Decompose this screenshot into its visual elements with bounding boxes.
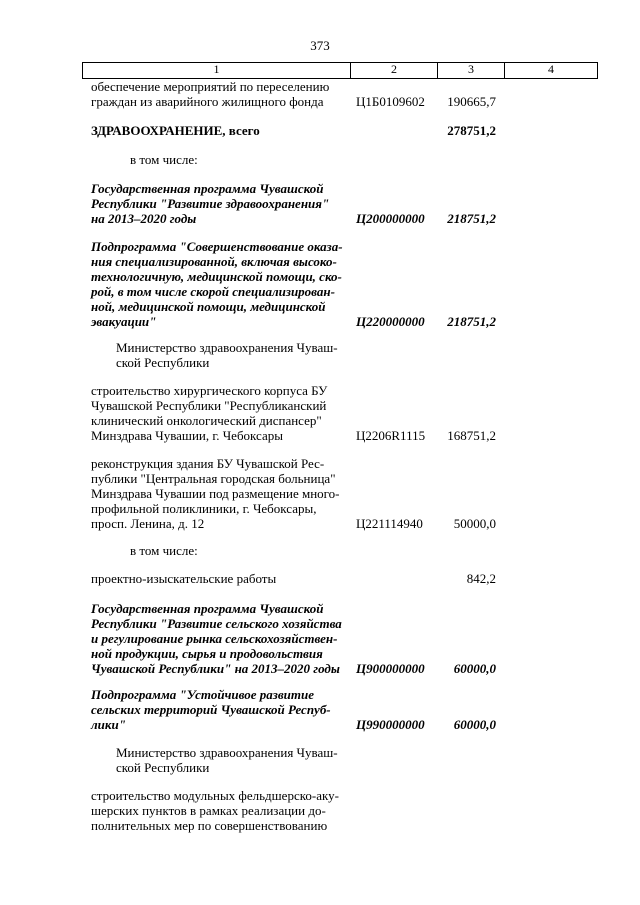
- row-code: Ц221114940: [356, 516, 423, 531]
- row-amount: 218751,2: [447, 211, 496, 226]
- row-description: проектно-изыскательские работы: [91, 571, 277, 586]
- row-code: Ц220000000: [356, 314, 425, 329]
- row-amount: 168751,2: [447, 428, 496, 443]
- row-code: Ц1Б0109602: [356, 94, 425, 109]
- row-code: Ц2206R1115: [356, 428, 426, 443]
- row-description: Министерство здравоохранения Чуваш- ской Республики: [116, 340, 338, 370]
- row-description: строительство модульных фельдшерско-аку- шерских пунктов в рамках реализации до- полнительных мер по совершенствованию: [91, 788, 339, 833]
- row-description: ЗДРАВООХРАНЕНИЕ, всего: [91, 123, 260, 138]
- row-code: Ц200000000: [356, 211, 425, 226]
- header-col-3: 3: [438, 63, 505, 78]
- row-amount: 190665,7: [447, 94, 496, 109]
- row-amount: 60000,0: [453, 717, 496, 732]
- row-description: реконструкция здания БУ Чувашской Рес- публики "Центральная городская больница" Минздрава Чувашии под размещение много- профильной поликлиники, г. Чебоксары, просп. Ленина, д. 12: [91, 456, 340, 531]
- row-description: строительство хирургического корпуса БУ Чувашской Республики "Республиканский клинический онкологический диспансер" Минздрава Чувашии, г. Чебоксары: [91, 383, 328, 443]
- row-code: Ц900000000: [356, 661, 425, 676]
- table-header: [82, 62, 598, 79]
- row-description: Подпрограмма "Устойчивое развитие сельских территорий Чувашской Респуб- лики": [91, 687, 331, 732]
- row-amount: 218751,2: [447, 314, 496, 329]
- row-description: в том числе:: [130, 152, 198, 167]
- row-description: Государственная программа Чувашской Республики "Развитие здравоохранения" на 2013–2020 годы: [91, 181, 330, 226]
- row-amount: 842,2: [466, 571, 496, 586]
- row-description: Государственная программа Чувашской Республики "Развитие сельского хозяйства и регулирование рынка сельскохозяйствен- ной продукции, сырья и продовольствия Чувашской Республики" на 2013–2020 годы: [91, 601, 342, 676]
- row-description: обеспечение мероприятий по переселению граждан из аварийного жилищного фонда: [91, 79, 330, 109]
- header-col-2: 2: [351, 63, 438, 78]
- header-col-4: 4: [548, 62, 554, 76]
- row-description: Министерство здравоохранения Чуваш- ской Республики: [116, 745, 338, 775]
- header-col-1: 1: [83, 63, 351, 78]
- row-amount: 278751,2: [447, 123, 496, 138]
- row-description: в том числе:: [130, 543, 198, 558]
- page-number: 373: [310, 38, 330, 53]
- row-amount: 50000,0: [453, 516, 496, 531]
- row-description: Подпрограмма "Совершенствование оказа- ния специализированной, включая высоко- технологичную, медицинской помощи, ско- рой, в том числе скорой специализирован- ной, медицинской помощи, медицинской эвакуации": [91, 239, 343, 329]
- row-amount: 60000,0: [453, 661, 496, 676]
- row-code: Ц990000000: [356, 717, 425, 732]
